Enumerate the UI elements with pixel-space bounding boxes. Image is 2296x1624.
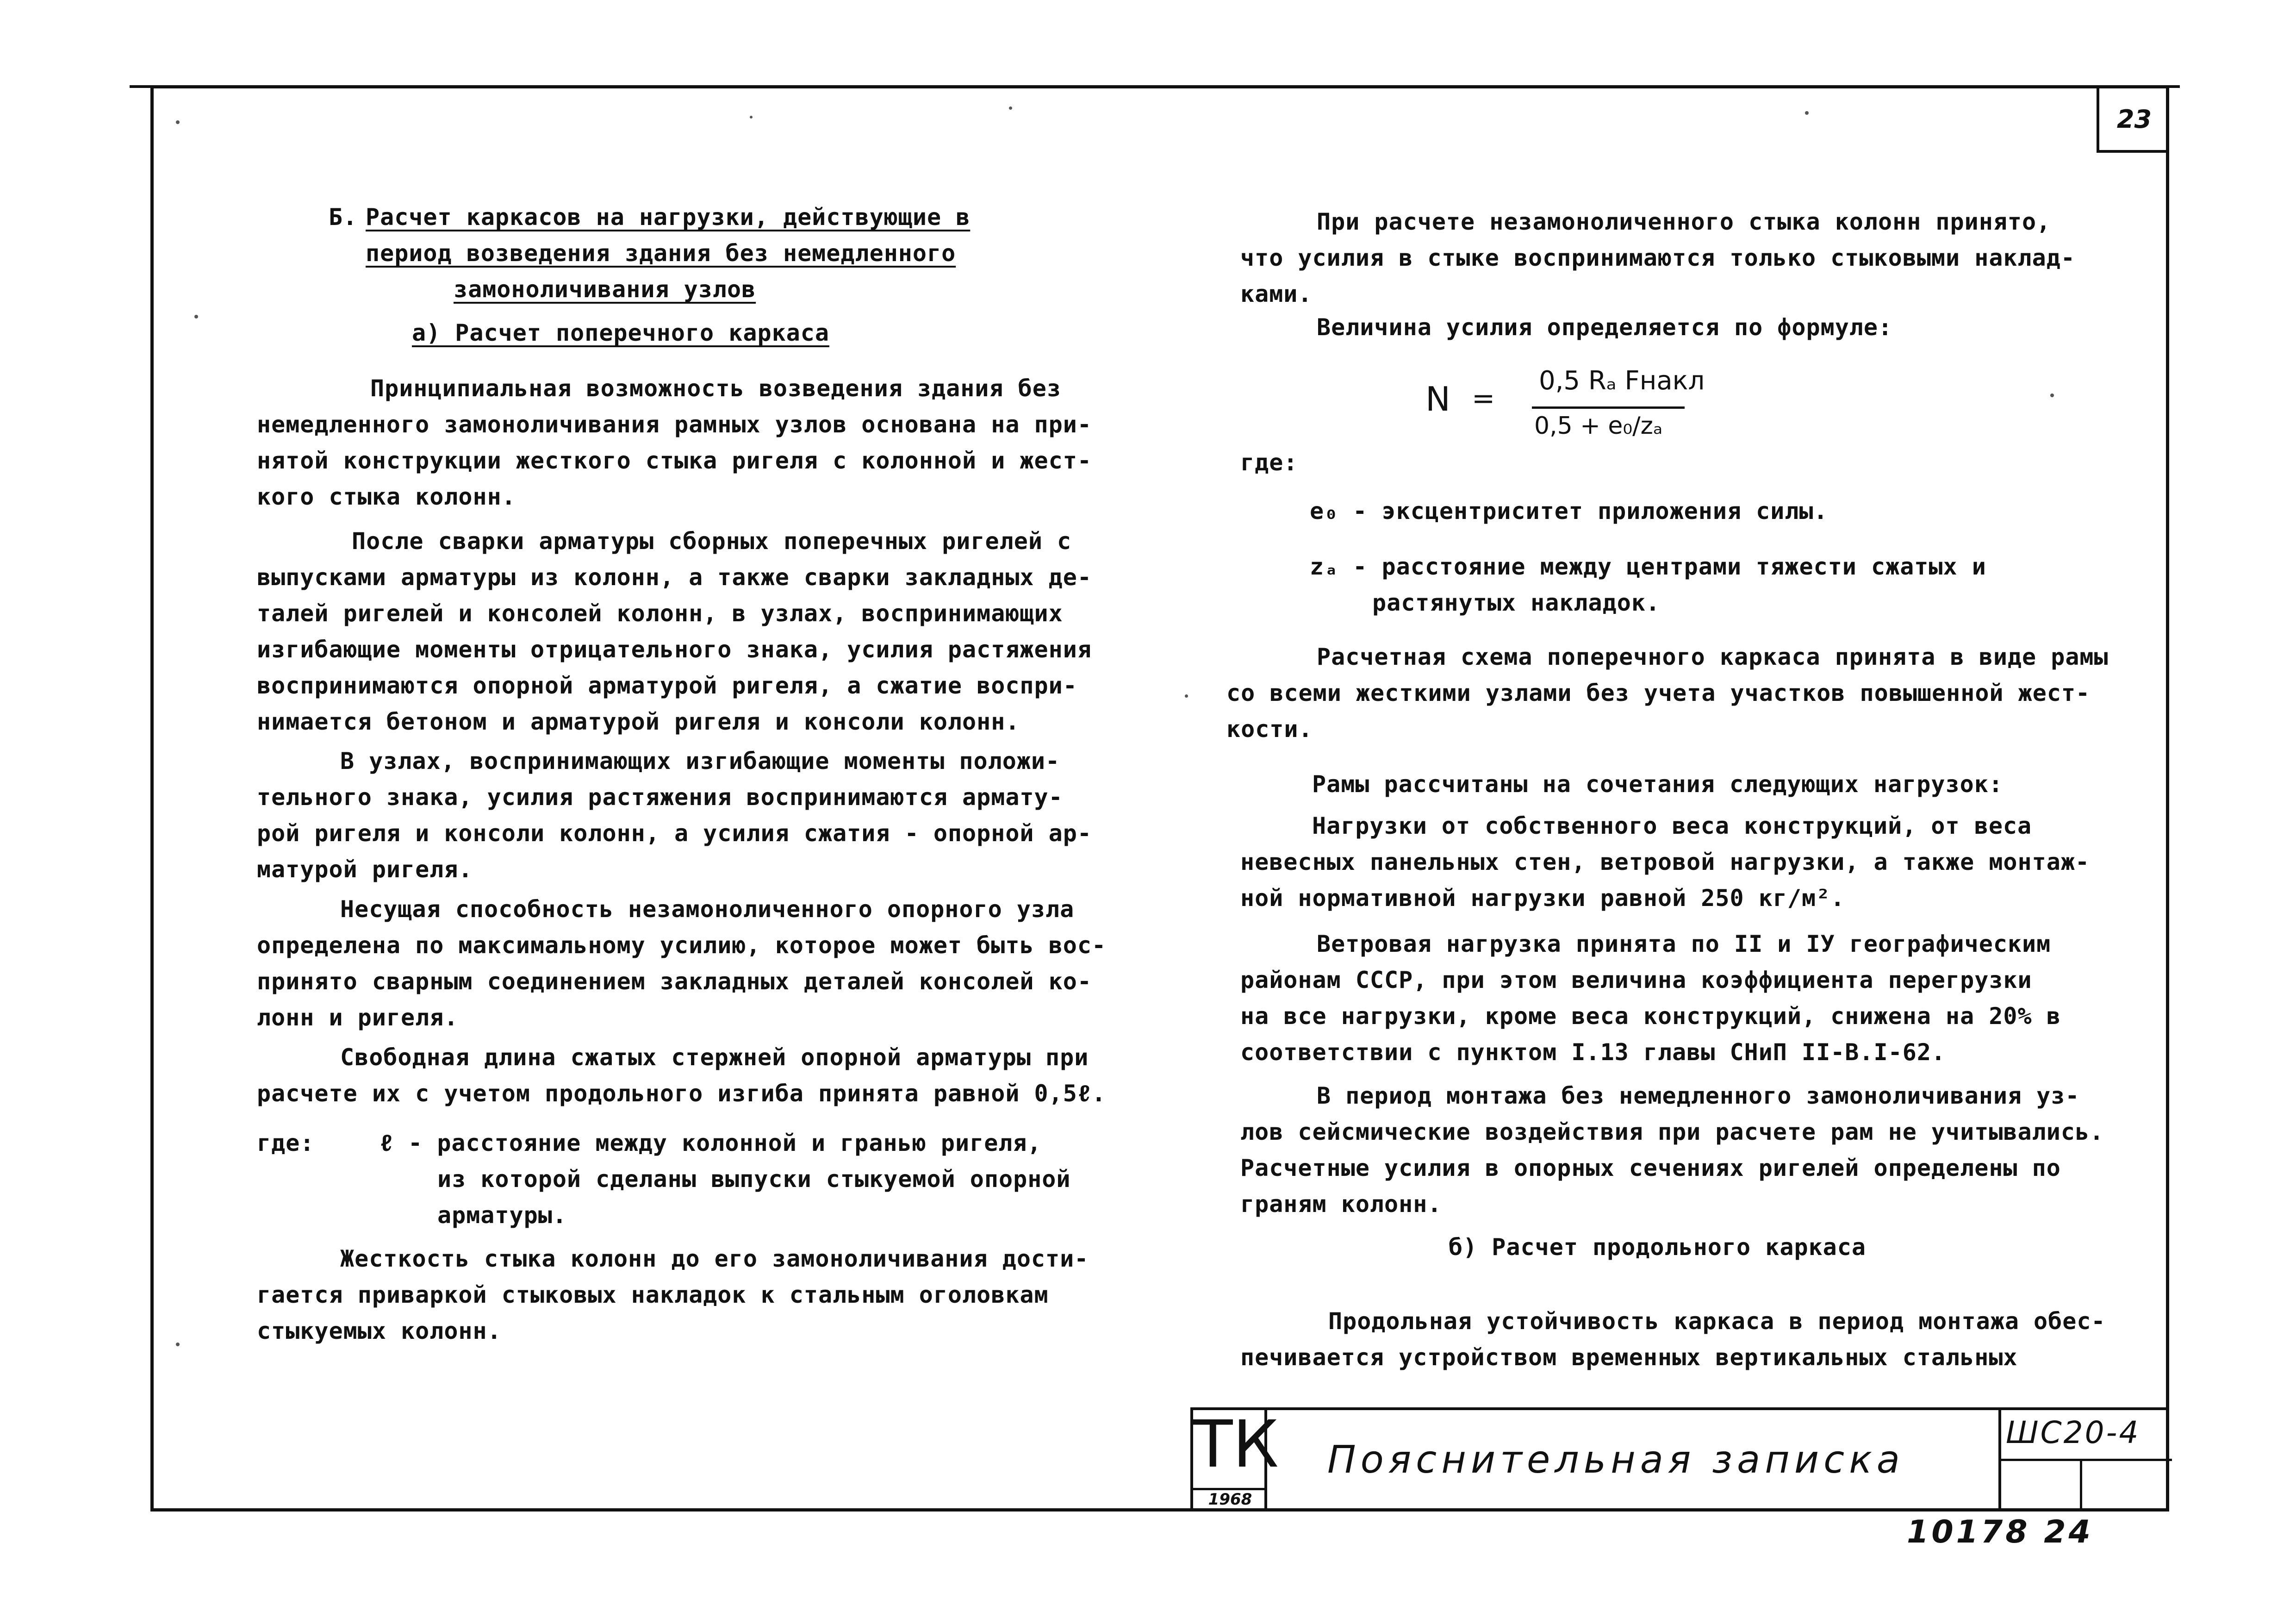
scan-speck (1805, 111, 1809, 115)
l-para6-line1: Жесткость стыка колонн до его замоноличивания дости- (340, 1245, 1089, 1272)
r-where: где: (1240, 449, 1298, 476)
l-where-def-line1: ℓ - расстояние между колонной и гранью ригеля, (380, 1130, 1042, 1156)
stamp-code-cell (1998, 1410, 2172, 1512)
l-where-def-line2: из которой сделаны выпуски стыкуемой опорной (437, 1166, 1071, 1193)
stamp-subdivider (2080, 1459, 2082, 1512)
l-para2-line4: изгибающие моменты отрицательного знака, усилия растяжения (257, 636, 1092, 663)
scan-speck (1009, 106, 1012, 110)
l-para3-line2: тельного знака, усилия растяжения воспринимаются армату- (257, 784, 1063, 811)
r-para2-line3: кости. (1226, 716, 1313, 743)
l-para5-line1: Свободная длина сжатых стержней опорной арматуры при (340, 1044, 1089, 1071)
r-para5-line2: лов сейсмические воздействия при расчете рам не учитывались. (1240, 1118, 2104, 1145)
r-para3-line4: ной нормативной нагрузки равной 250 кг/м². (1240, 885, 1845, 912)
title-block (1190, 1407, 2169, 1512)
page-number: 23 (2097, 88, 2169, 153)
l-para4-line4: лонн и ригеля. (257, 1004, 459, 1031)
l-para1-line1: Принципиальная возможность возведения здания без (370, 375, 1061, 402)
l-para1-line2: немедленного замоноличивания рамных узлов основана на при- (257, 411, 1092, 438)
l-para3-line1: В узлах, воспринимающих изгибающие моменты положи- (340, 748, 1060, 775)
r-para3-line3: невесных панельных стен, ветровой нагрузки, а также монтаж- (1240, 849, 2090, 875)
l-para2-line1: После сварки арматуры сборных поперечных ригелей с (352, 528, 1072, 555)
r-para1-line1: При расчете незамоноличенного стыка колонн принято, (1317, 208, 2051, 235)
l-para2-line3: талей ригелей и консолей колонн, в узлах, воспринимающих (257, 600, 1063, 627)
r-def2-line2: растянутых накладок. (1372, 589, 1661, 616)
r-para4-line2: районам СССР, при этом величина коэффициента перегрузки (1240, 967, 2032, 993)
r-def2-line1: zₐ - расстояние между центрами тяжести сжатых и (1310, 553, 1986, 580)
scan-speck (2050, 394, 2054, 397)
l-para3-line4: матурой ригеля. (257, 856, 473, 883)
r-para1-line3: ками. (1240, 281, 1313, 307)
l-para2-line2: выпусками арматуры из колонн, а также сварки закладных де- (257, 564, 1092, 591)
r-def1: e₀ - эксцентриситет приложения силы. (1310, 498, 1828, 525)
l-para4-line3: принято сварным соединением закладных деталей консолей ко- (257, 968, 1092, 995)
formula-numerator: 0,5 Rₐ Fнакл (1539, 366, 1705, 396)
stamp-title: Пояснительная записка (1327, 1438, 1904, 1482)
scan-speck (176, 120, 180, 124)
l-para6-line2: гается приваркой стыковых накладок к стальным оголовкам (257, 1281, 1049, 1308)
heading-b-line2: период возведения здания без немедленного (366, 240, 956, 267)
fraction-bar (1532, 406, 1685, 409)
r-para4-line1: Ветровая нагрузка принята по II и IУ географическим (1317, 931, 2051, 957)
stamp-divider (2001, 1459, 2172, 1461)
formula-denominator: 0,5 + e₀/zₐ (1534, 412, 1663, 440)
r-para2-line1: Расчетная схема поперечного каркаса принята в виде рамы (1317, 643, 2109, 670)
heading-a: а) Расчет поперечного каркаса (412, 319, 829, 346)
l-para1-line4: кого стыка колонн. (257, 483, 516, 510)
stamp-tk: ТК (1193, 1410, 1267, 1512)
r-para4-line3: на все нагрузки, кроме веса конструкций, снижена на 20% в (1240, 1003, 2061, 1030)
formula-lhs: N (1425, 380, 1450, 418)
scan-speck (176, 1343, 180, 1346)
archive-number: 10178 24 (1907, 1514, 2093, 1550)
r-para2-line2: со всеми жесткими узлами без учета участков повышенной жест- (1226, 680, 2091, 706)
scan-speck (1185, 694, 1188, 698)
r-para5-line3: Расчетные усилия в опорных сечениях ригелей определены по (1240, 1155, 2061, 1181)
r-formula-intro: Величина усилия определяется по формуле: (1317, 314, 1893, 341)
l-para1-line3: нятой конструкции жесткого стыка ригеля с колонной и жест- (257, 447, 1092, 474)
r-para3-line2: Нагрузки от собственного веса конструкций, от веса (1312, 812, 2032, 839)
r-para6-line1: Продольная устойчивость каркаса в период монтажа обес- (1328, 1308, 2106, 1335)
heading-b-line1: Расчет каркасов на нагрузки, действующие в (366, 204, 971, 231)
stamp-code: ШС20-4 (2006, 1415, 2140, 1450)
l-para5-line2: расчете их с учетом продольного изгиба принята равной 0,5ℓ. (257, 1080, 1106, 1107)
r-para4-line4: соответствии с пунктом I.13 главы СНиП II-В.I-62. (1240, 1039, 1946, 1066)
formula-equals: = (1472, 382, 1495, 415)
r-para5-line4: граням колонн. (1240, 1191, 1442, 1218)
r-para1-line2: что усилия в стыке воспринимаются только стыковыми наклад- (1240, 244, 2075, 271)
heading-b-letter: Б. (329, 204, 358, 231)
heading-b-line3: замоноличивания узлов (454, 276, 756, 303)
l-para2-line5: воспринимаются опорной арматурой ригеля, а сжатие воспри- (257, 672, 1077, 699)
l-where: где: (257, 1130, 315, 1156)
heading-b2: б) Расчет продольного каркаса (1449, 1234, 1866, 1261)
r-para5-line1: В период монтажа без немедленного замоноличивания уз- (1317, 1082, 2080, 1109)
l-para4-line1: Несущая способность незамоноличенного опорного узла (340, 896, 1075, 923)
l-para4-line2: определена по максимальному усилию, которое может быть вос- (257, 932, 1107, 959)
l-para6-line3: стыкуемых колонн. (257, 1318, 502, 1344)
r-para6-line2: печивается устройством временных вертикальных стальных (1240, 1344, 2018, 1371)
l-where-def-line3: арматуры. (437, 1202, 567, 1229)
scan-speck (750, 116, 753, 119)
l-para3-line3: рой ригеля и консоли колонн, а усилия сжатия - опорной ар- (257, 820, 1092, 847)
r-para3-line1: Рамы рассчитаны на сочетания следующих нагрузок: (1312, 771, 2003, 798)
l-para2-line6: нимается бетоном и арматурой ригеля и консоли колонн. (257, 708, 1020, 735)
scan-speck (194, 315, 198, 319)
stamp-year: 1968 (1193, 1488, 1267, 1509)
